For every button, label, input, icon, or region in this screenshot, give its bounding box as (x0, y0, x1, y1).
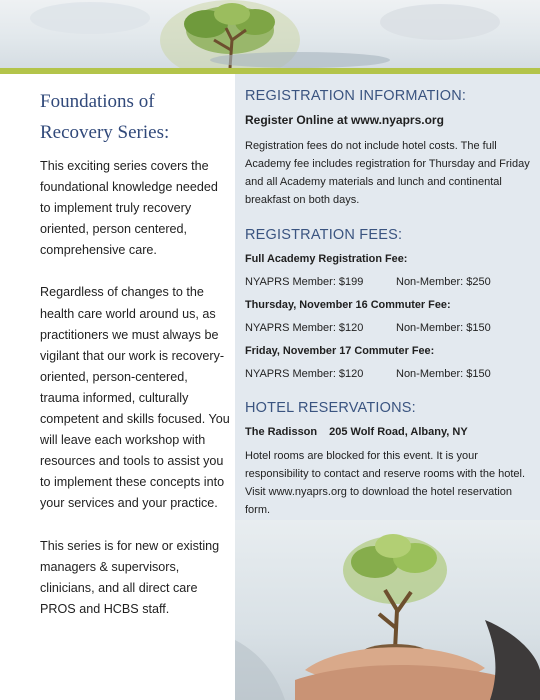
practice-paragraph: Regardless of changes to the health care world around us, as practitioners we must always be vigilant that our work is recovery-oriented, person-centered, trauma informed, culturally competent and skills focused. You will leave each workshop with resources and tools to assist you to implement these concepts into your services and your practice. (40, 285, 230, 511)
registration-fees-heading: REGISTRATION FEES: (245, 227, 403, 243)
top-banner-image (0, 0, 540, 68)
title-line-2: Recovery Series: (40, 122, 170, 143)
registration-panel (235, 74, 540, 520)
hotel-name: The Radisson (245, 426, 318, 438)
hotel-body: Hotel rooms are blocked for this event. It is your responsibility to contact and reserve rooms with the hotel. Visit www.nyaprs.org to download the hotel reservation form. (245, 450, 526, 516)
series-title (40, 86, 230, 148)
nonmember-fee: Non-Member: $150 (396, 368, 491, 380)
nonmember-fee: Non-Member: $150 (396, 322, 491, 334)
hotel-address: 205 Wolf Road, Albany, NY (329, 426, 468, 438)
intro-paragraph: This exciting series covers the foundational knowledge needed to implement truly recovery oriented, person centered, comprehensive care. (40, 159, 218, 258)
fee-row-thursday (245, 320, 530, 336)
hotel-name-address (245, 424, 530, 440)
fee-label-full-academy: Full Academy Registration Fee: (245, 253, 408, 265)
register-online-link[interactable]: Register Online at www.nyaprs.org (245, 113, 444, 127)
member-fee: NYAPRS Member: $199 (245, 276, 364, 288)
left-column (40, 86, 230, 641)
audience-paragraph: This series is for new or existing managers & supervisors, clinicians, and all direct care PROS and HCBS staff. (40, 538, 220, 616)
fee-row-full-academy (245, 274, 530, 290)
member-fee: NYAPRS Member: $120 (245, 322, 364, 334)
hands-sapling-illustration (235, 520, 540, 700)
hands-sapling-image (235, 520, 540, 700)
fee-row-friday (245, 366, 530, 382)
registration-info-heading: REGISTRATION INFORMATION: (245, 88, 467, 104)
fee-label-thursday: Thursday, November 16 Commuter Fee: (245, 299, 451, 311)
title-line-1: Foundations of (40, 91, 155, 112)
nonmember-fee: Non-Member: $250 (396, 276, 491, 288)
fee-label-friday: Friday, November 17 Commuter Fee: (245, 345, 435, 357)
registration-info-body: Registration fees do not include hotel costs. The full Academy fee includes registration for Thursday and Friday and all Academy materials and lunch and continental breakfast on both days. (245, 140, 530, 206)
tree-illustration (0, 0, 540, 68)
hotel-reservations-heading: HOTEL RESERVATIONS: (245, 400, 416, 416)
member-fee: NYAPRS Member: $120 (245, 368, 364, 380)
